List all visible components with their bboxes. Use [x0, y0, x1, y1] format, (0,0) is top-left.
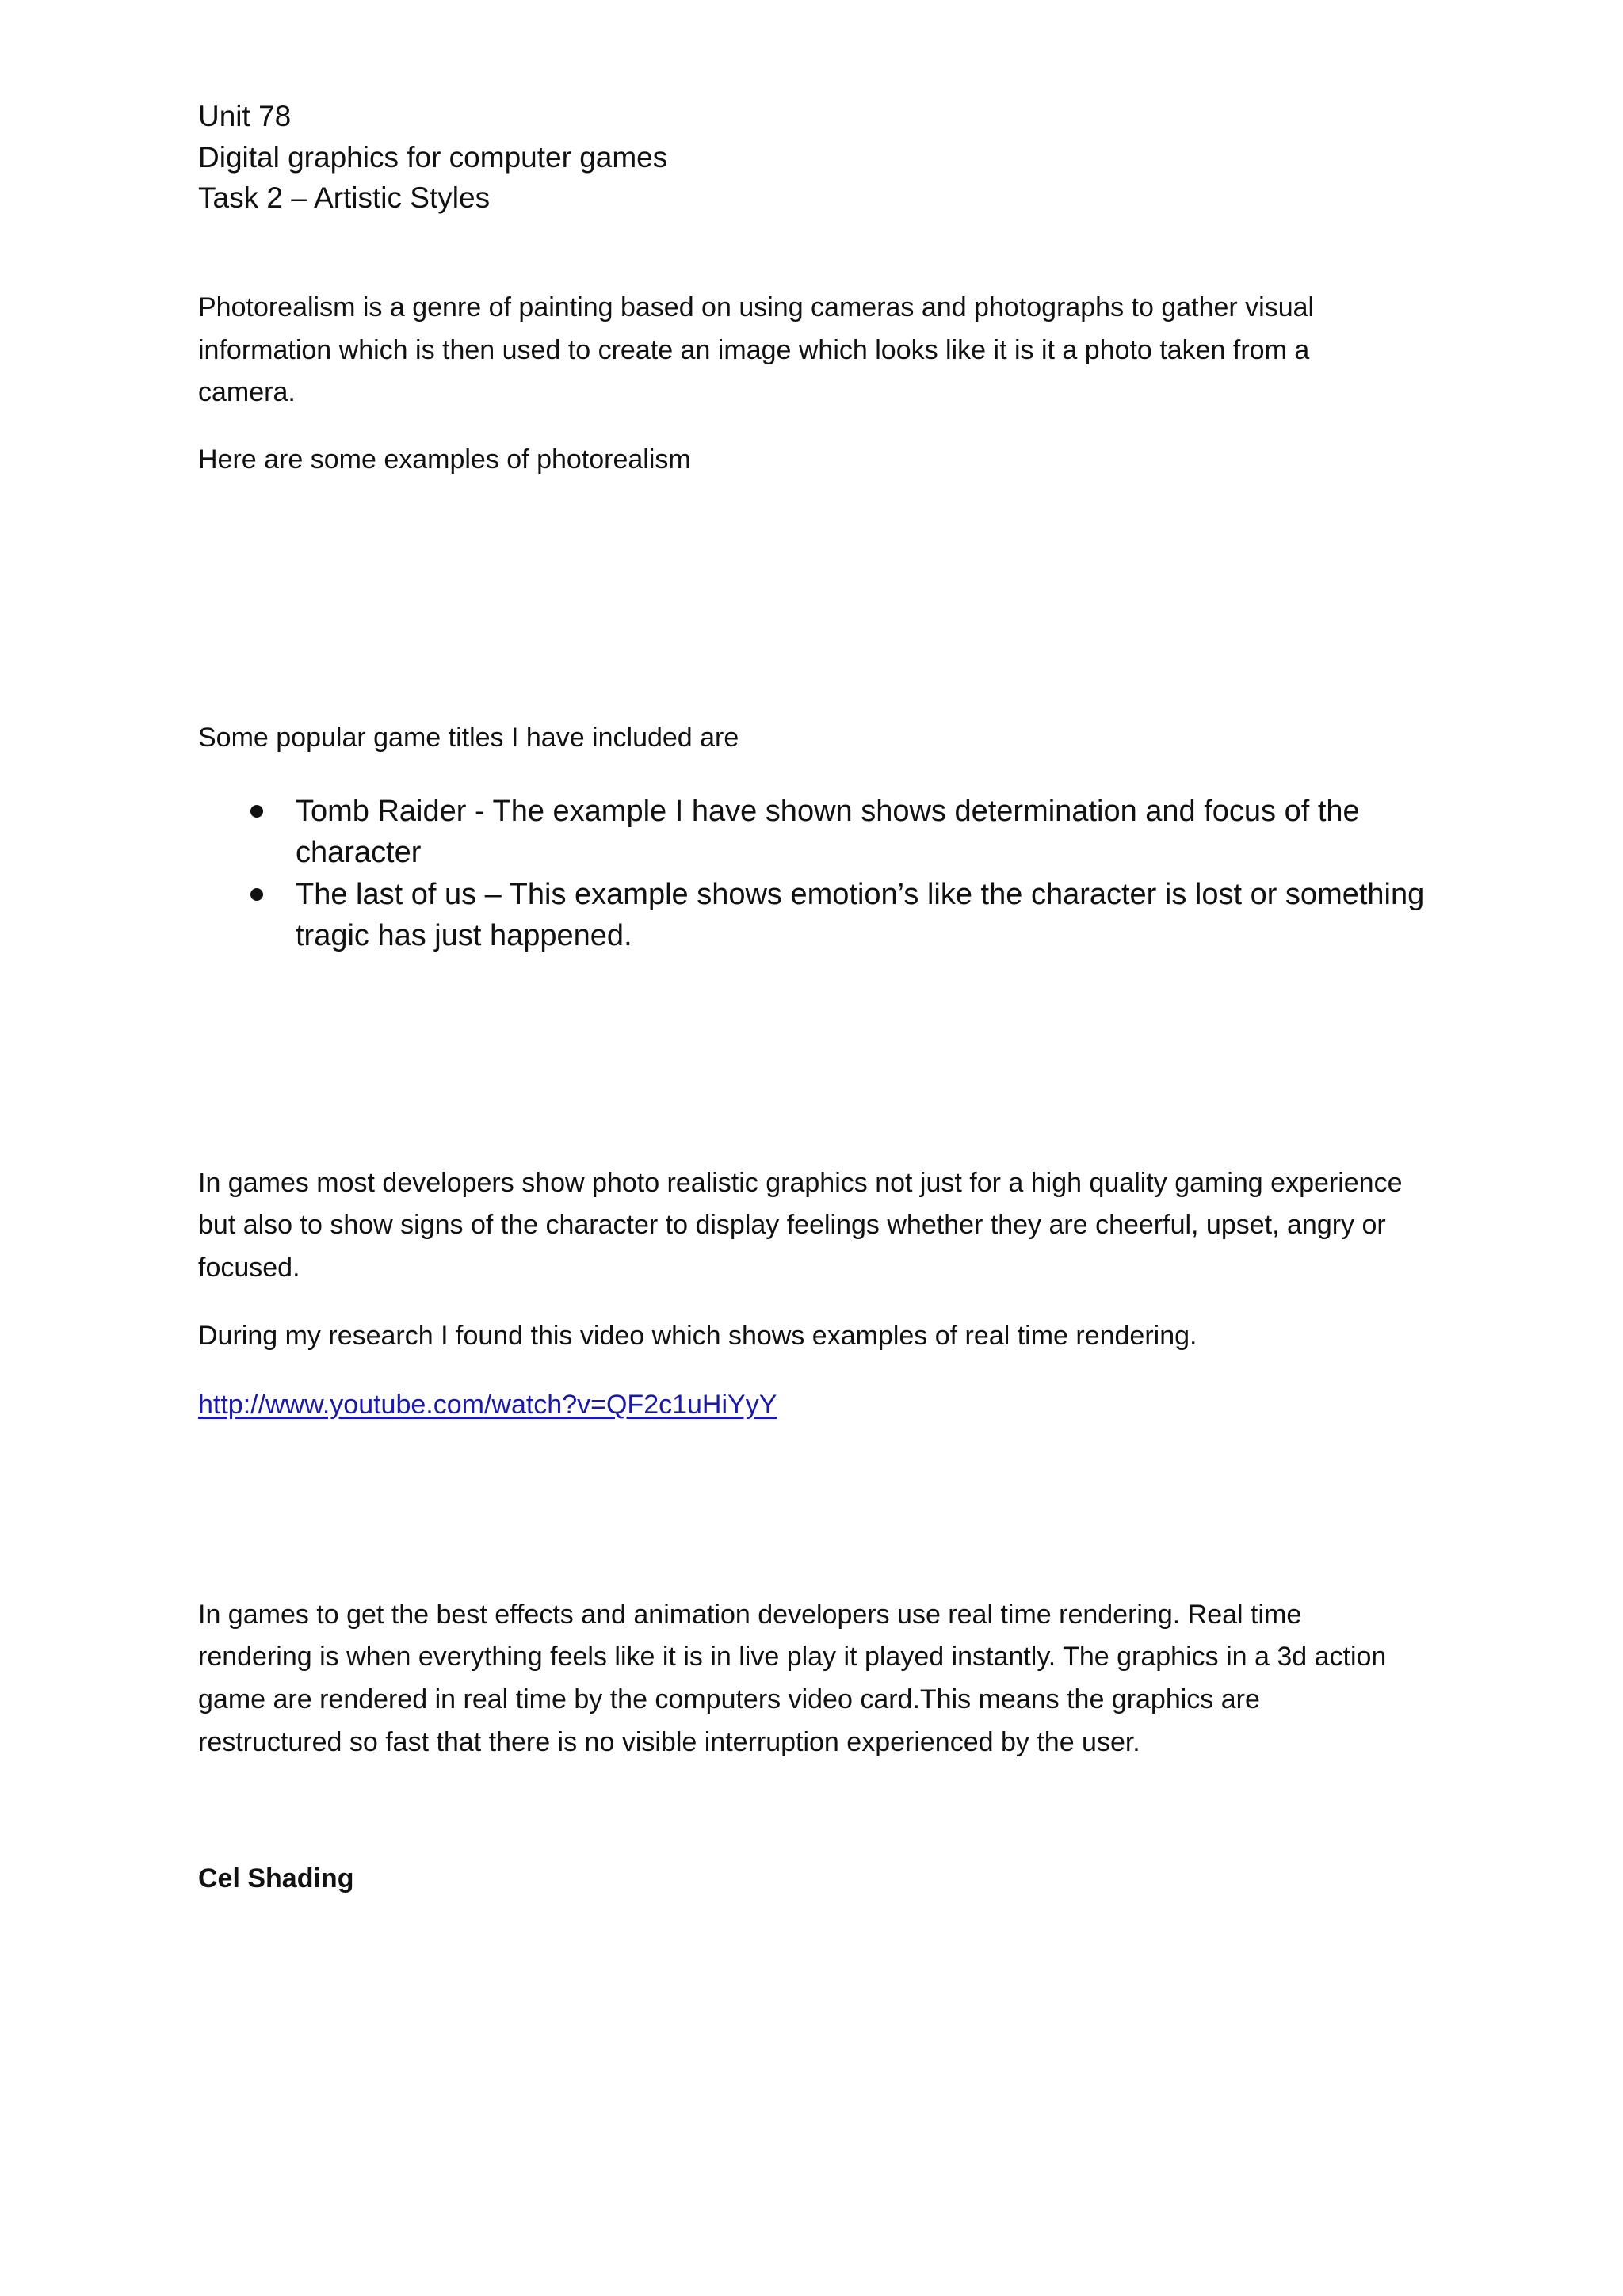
developers-paragraph-line: In games most developers show photo realistic graphics not just for a high quality gaming experience — [198, 1168, 1403, 1198]
rendering-paragraph-line: In games to get the best effects and animation developers use real time rendering. Real time — [198, 1600, 1302, 1630]
bullet-icon — [250, 888, 263, 901]
developers-paragraph-line: but also to show signs of the character to display feelings whether they are cheerful, upset, angry or — [198, 1210, 1386, 1240]
developers-paragraph-line: focused. — [198, 1253, 300, 1283]
research-sentence: During my research I found this video which shows examples of real time rendering. — [198, 1321, 1197, 1351]
youtube-video-link[interactable]: http://www.youtube.com/watch?v=QF2c1uHiYyY — [198, 1390, 777, 1420]
bullet-item-tomb-raider: Tomb Raider - The example I have shown shows determination and focus of the — [296, 795, 1360, 828]
game-titles-intro: Some popular game titles I have included are — [198, 723, 739, 753]
cel-shading-heading: Cel Shading — [198, 1863, 354, 1894]
bullet-item-last-of-us: The last of us – This example shows emotion’s like the character is lost or something — [296, 878, 1425, 911]
photorealism-paragraph-line: camera. — [198, 377, 296, 407]
bullet-item-tomb-raider-continued: character — [296, 836, 422, 869]
examples-label: Here are some examples of photorealism — [198, 444, 691, 475]
unit-title: Unit 78 — [198, 100, 292, 132]
course-title: Digital graphics for computer games — [198, 141, 668, 174]
rendering-paragraph-line: game are rendered in real time by the computers video card.This means the graphics are — [198, 1684, 1260, 1714]
rendering-paragraph-line: rendering is when everything feels like it is in live play it played instantly. The graphics in a 3d action — [198, 1642, 1387, 1672]
task-title: Task 2 – Artistic Styles — [198, 181, 491, 214]
photorealism-paragraph-line: information which is then used to create an image which looks like it is it a photo taken from a — [198, 335, 1310, 365]
rendering-paragraph-line: restructured so fast that there is no visible interruption experienced by the user. — [198, 1727, 1140, 1757]
bullet-icon — [250, 805, 263, 818]
photorealism-paragraph-line: Photorealism is a genre of painting based on using cameras and photographs to gather visual — [198, 292, 1315, 322]
bullet-item-last-of-us-continued: tragic has just happened. — [296, 919, 632, 952]
